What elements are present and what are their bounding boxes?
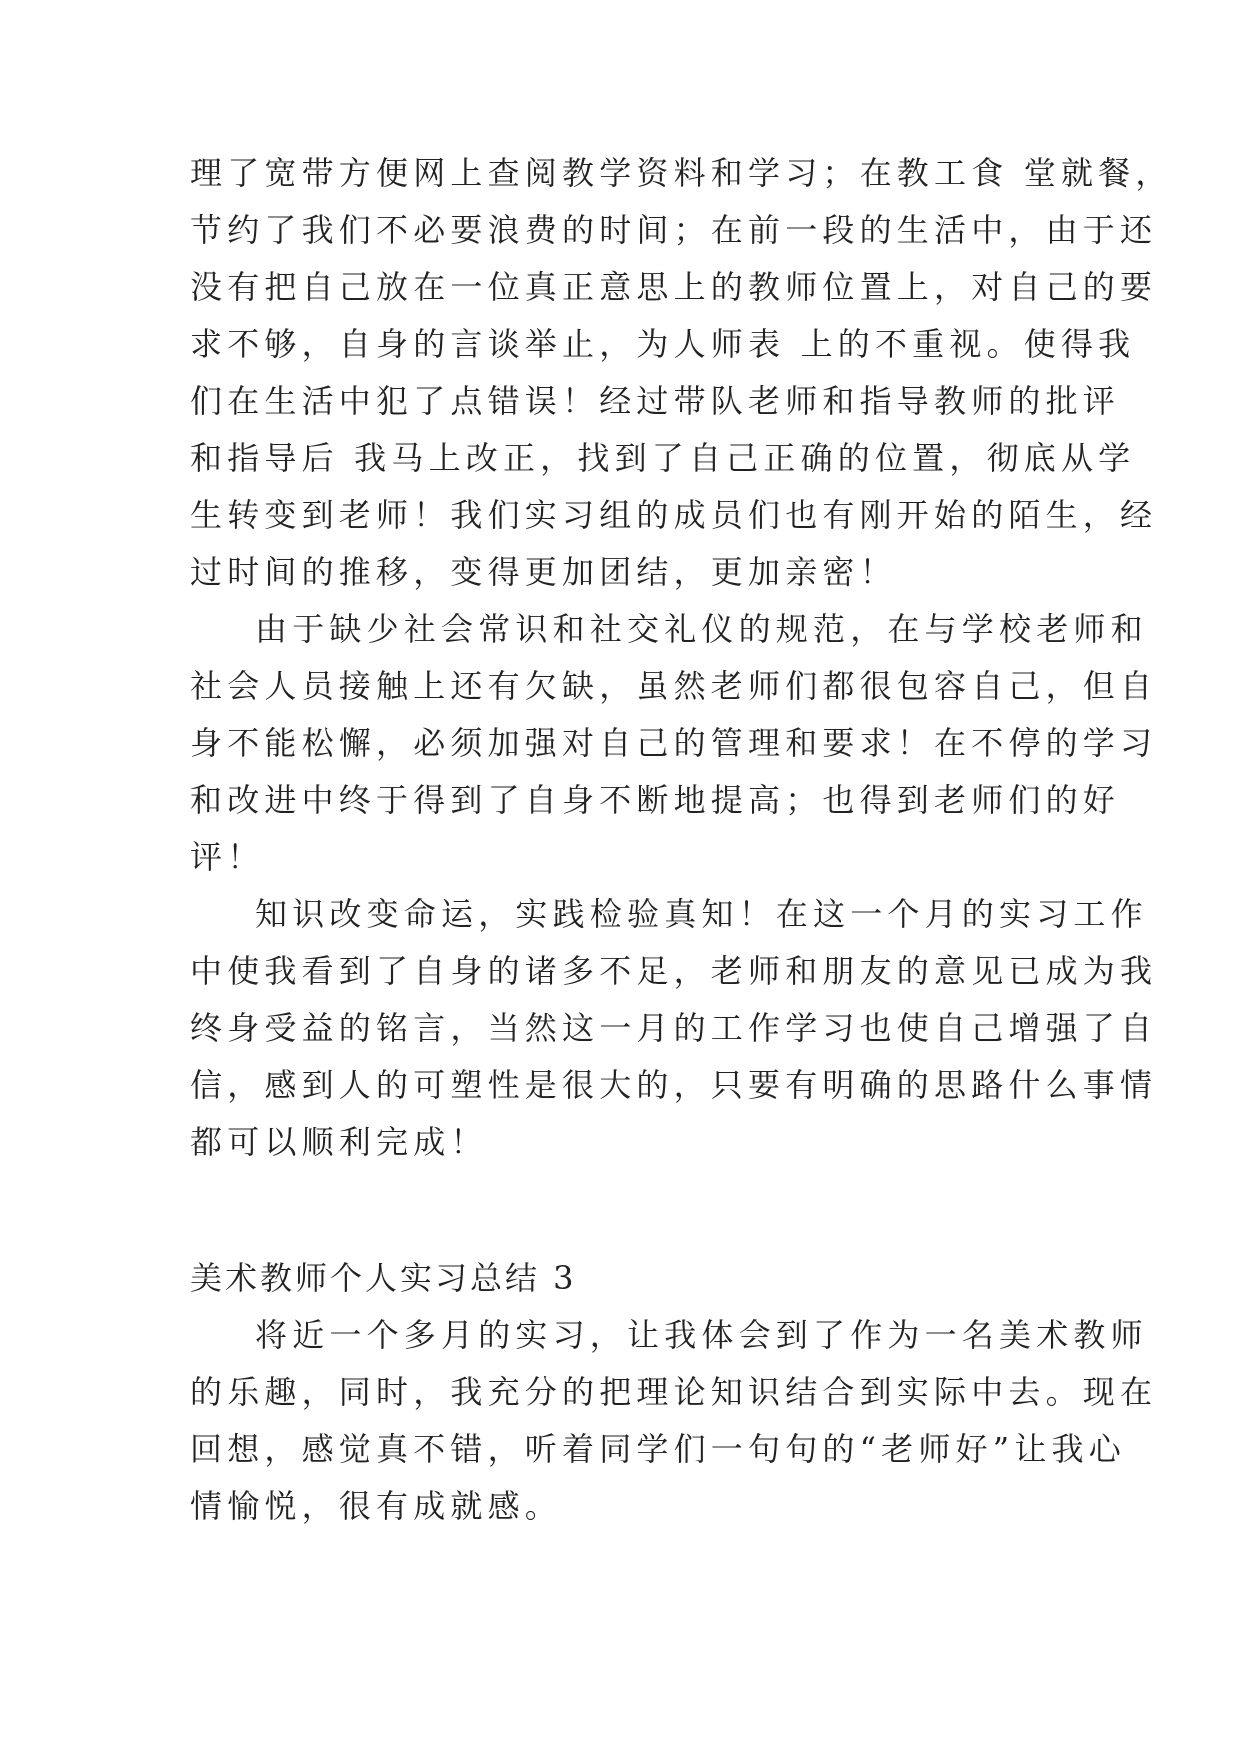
paragraph-1-line-5: 们在生活中犯了点错误！经过带队老师和指导教师的批评	[190, 382, 1121, 420]
paragraph-1-line-4: 求不够，自身的言谈举止，为人师表 上的不重视。使得我	[190, 325, 1136, 363]
paragraph-3-line-3: 终身受益的铭言，当然这一月的工作学习也使自己增强了自	[190, 1009, 1158, 1047]
paragraph-2-line-2: 社会人员接触上还有欠缺，虽然老师们都很包容自己，但自	[190, 667, 1158, 705]
paragraph-1-line-3: 没有把自己放在一位真正意思上的教师位置上，对自己的要	[190, 268, 1158, 306]
paragraph-1-line-8: 过时间的推移，变得更加团结，更加亲密！	[190, 553, 897, 591]
paragraph-1-line-1: 理了宽带方便网上查阅教学资料和学习；在教工食 堂就餐，	[190, 154, 1173, 192]
paragraph-3-line-5: 都可以顺利完成！	[190, 1123, 488, 1161]
paragraph-4-line-1: 将近一个多月的实习，让我体会到了作为一名美术教师	[255, 1316, 1148, 1354]
paragraph-3-line-2: 中使我看到了自身的诸多不足，老师和朋友的意见已成为我	[190, 952, 1158, 990]
paragraph-1-line-6: 和指导后 我马上改正，找到了自己正确的位置，彻底从学	[190, 439, 1136, 477]
paragraph-1-line-2: 节约了我们不必要浪费的时间；在前一段的生活中，由于还	[190, 211, 1158, 249]
paragraph-1-line-7: 生转变到老师！我们实习组的成员们也有刚开始的陌生，经	[190, 496, 1158, 534]
paragraph-4-line-4: 情愉悦，很有成就感。	[190, 1487, 563, 1525]
paragraph-2-line-1: 由于缺少社会常识和社交礼仪的规范，在与学校老师和	[255, 610, 1148, 648]
paragraph-4-line-2: 的乐趣，同时，我充分的把理论知识结合到实际中去。现在	[190, 1373, 1158, 1411]
paragraph-3-line-1: 知识改变命运，实践检验真知！在这一个月的实习工作	[255, 895, 1148, 933]
paragraph-2-line-3: 身不能松懈，必须加强对自己的管理和要求！在不停的学习	[190, 724, 1158, 762]
paragraph-2-line-5: 评！	[190, 838, 265, 876]
paragraph-2-line-4: 和改进中终于得到了自身不断地提高；也得到老师们的好	[190, 781, 1121, 819]
paragraph-3-line-4: 信，感到人的可塑性是很大的，只要有明确的思路什么事情	[190, 1066, 1158, 1104]
section-heading: 美术教师个人实习总结 3	[190, 1259, 577, 1297]
paragraph-4-line-3: 回想，感觉真不错，听着同学们一句句的“老师好”让我心	[190, 1430, 1126, 1468]
